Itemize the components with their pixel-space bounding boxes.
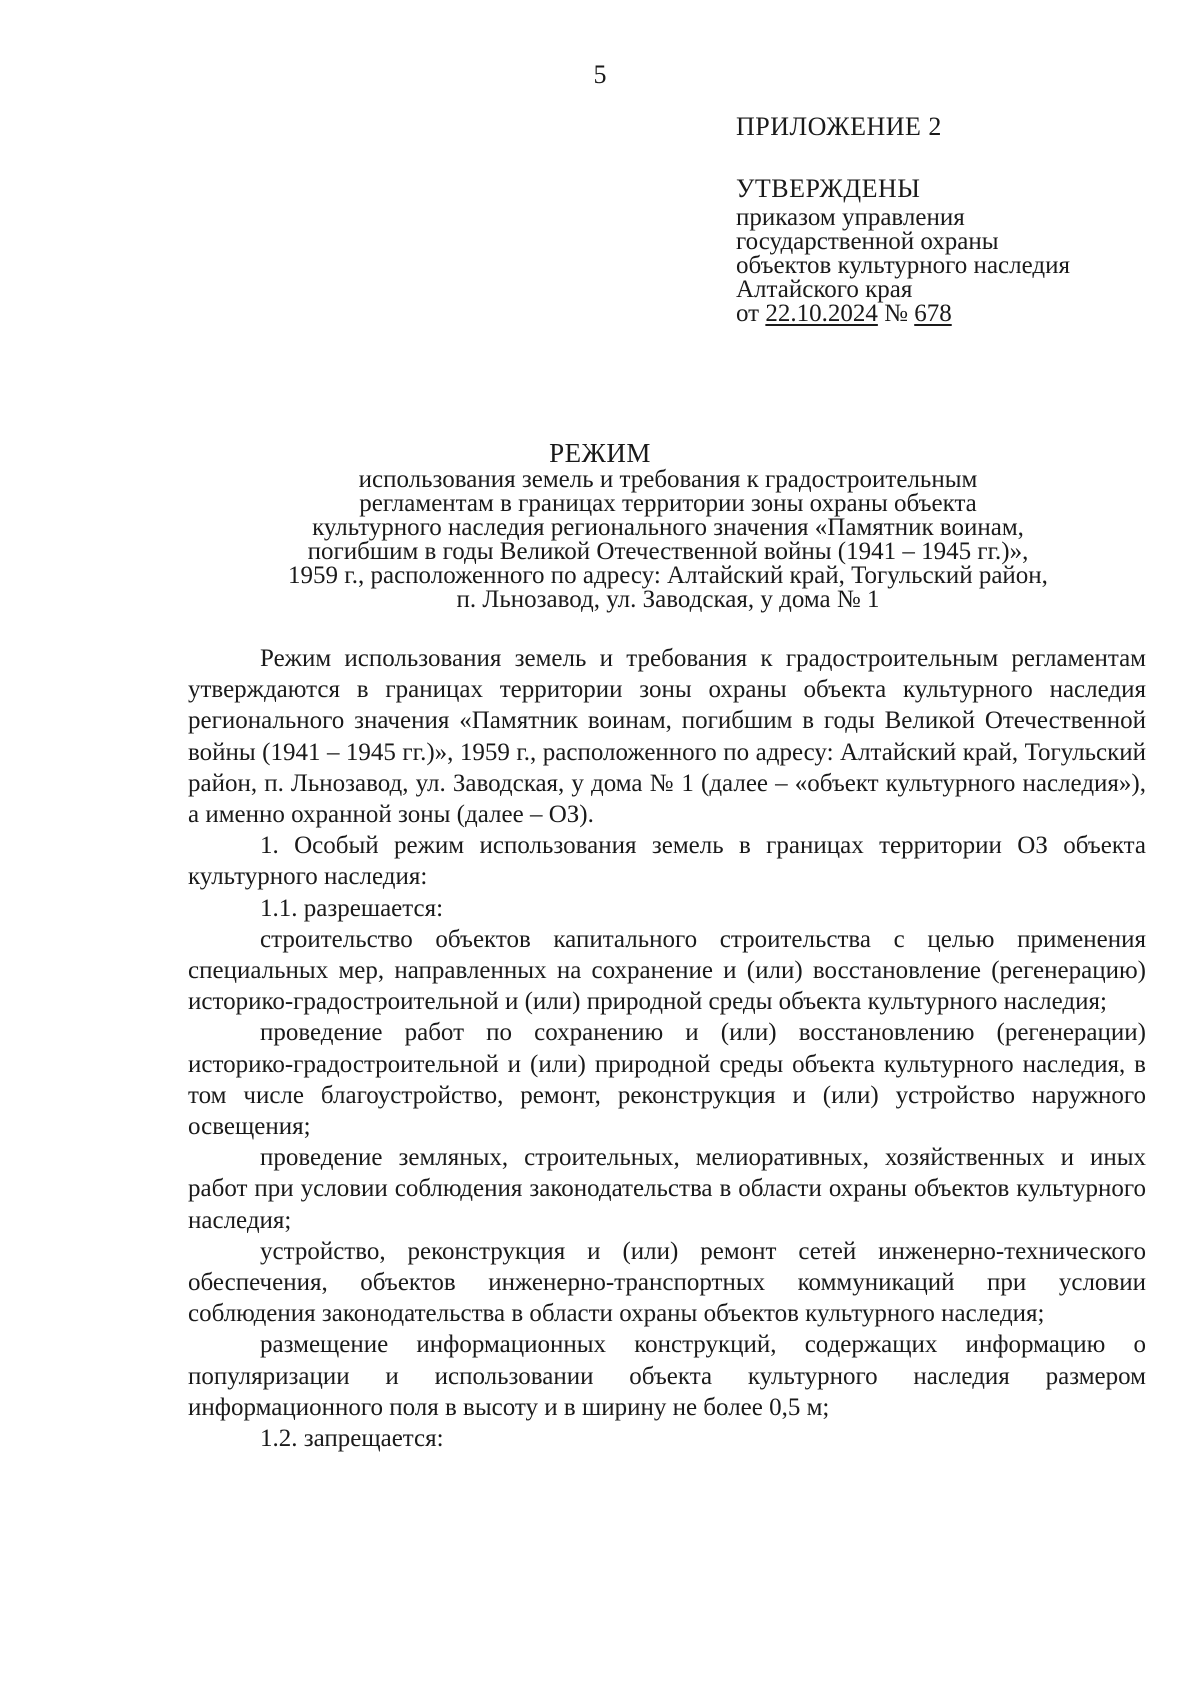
section-1-1-heading: 1.1. разрешается: [260, 894, 444, 922]
date-prefix: от [736, 300, 760, 327]
order-number: 678 [914, 300, 952, 327]
intro-paragraph: Режим использования земель и требования к градостроительным регламентам утверждаются в границах территории зоны охраны объекта культурного наследия регионального значения «Памятник воинам, погибшим в годы Великой Отечественной войны (1941 – 1945 гг.)», 1959 г., расположенного по адресу: Алтайский край, Тогульский район, п. Льнозавод, ул. Заводская, у дома № 1 (далее – «объект культурного наследия»), а именно охранной зоны (далее – ОЗ). [188, 645, 1146, 829]
approved-label: УТВЕРЖДЕНЫ [736, 174, 921, 203]
subtitle-line: использования земель и требования к градостроительным [358, 466, 978, 493]
page-number: 5 [593, 60, 607, 89]
subtitle-line: п. Льнозавод, ул. Заводская, у дома № 1 [456, 586, 880, 613]
approval-line: государственной охраны [736, 228, 999, 255]
approval-line: Алтайского края [736, 276, 913, 303]
document-title: РЕЖИМ [549, 438, 651, 468]
permitted-item: размещение информационных конструкций, содержащих информацию о популяризации и использовании объекта культурного наследия размером информационного поля в высоту и в ширину не более 0,5 м; [188, 1331, 1146, 1421]
approval-line: объектов культурного наследия [736, 252, 1070, 279]
approval-block [736, 112, 1156, 326]
appendix-label: ПРИЛОЖЕНИЕ 2 [736, 112, 942, 141]
document-body [188, 643, 1146, 1454]
subtitle-line: регламентам в границах территории зоны охраны объекта [359, 490, 977, 517]
permitted-item: проведение земляных, строительных, мелиоративных, хозяйственных и иных работ при условии соблюдения законодательства в области охраны объектов культурного наследия; [188, 1144, 1146, 1234]
approval-line: приказом управления [736, 204, 965, 231]
permitted-item: устройство, реконструкция и (или) ремонт сетей инженерно-технического обеспечения, объектов инженерно-транспортных коммуникаций при условии соблюдения законодательства в области охраны объектов культурного наследия; [188, 1237, 1146, 1328]
order-date: 22.10.2024 [765, 300, 878, 327]
subtitle-line: культурного наследия регионального значения «Памятник воинам, [312, 514, 1024, 541]
permitted-item: строительство объектов капитального строительства с целью применения специальных мер, направленных на сохранение и (или) восстановление (регенерацию) историко-градостроительной и (или) природной среды объекта культурного наследия; [188, 925, 1146, 1016]
section-1-heading: 1. Особый режим использования земель в границах территории ОЗ объекта культурного наследия: [188, 832, 1146, 891]
number-sign: № [884, 300, 908, 327]
document-subtitle [228, 468, 1108, 612]
subtitle-line: 1959 г., расположенного по адресу: Алтайский край, Тогульский район, [288, 562, 1048, 589]
permitted-item: проведение работ по сохранению и (или) восстановлению (регенерации) историко-градостроительной и (или) природной среды объекта культурного наследия, в том числе благоустройство, ремонт, реконструкция и (или) устройство наружного освещения; [188, 1019, 1146, 1141]
section-1-2-heading: 1.2. запрещается: [260, 1425, 444, 1453]
subtitle-line: погибшим в годы Великой Отечественной войны (1941 – 1945 гг.)», [307, 538, 1029, 565]
approval-date-line [736, 302, 1156, 326]
